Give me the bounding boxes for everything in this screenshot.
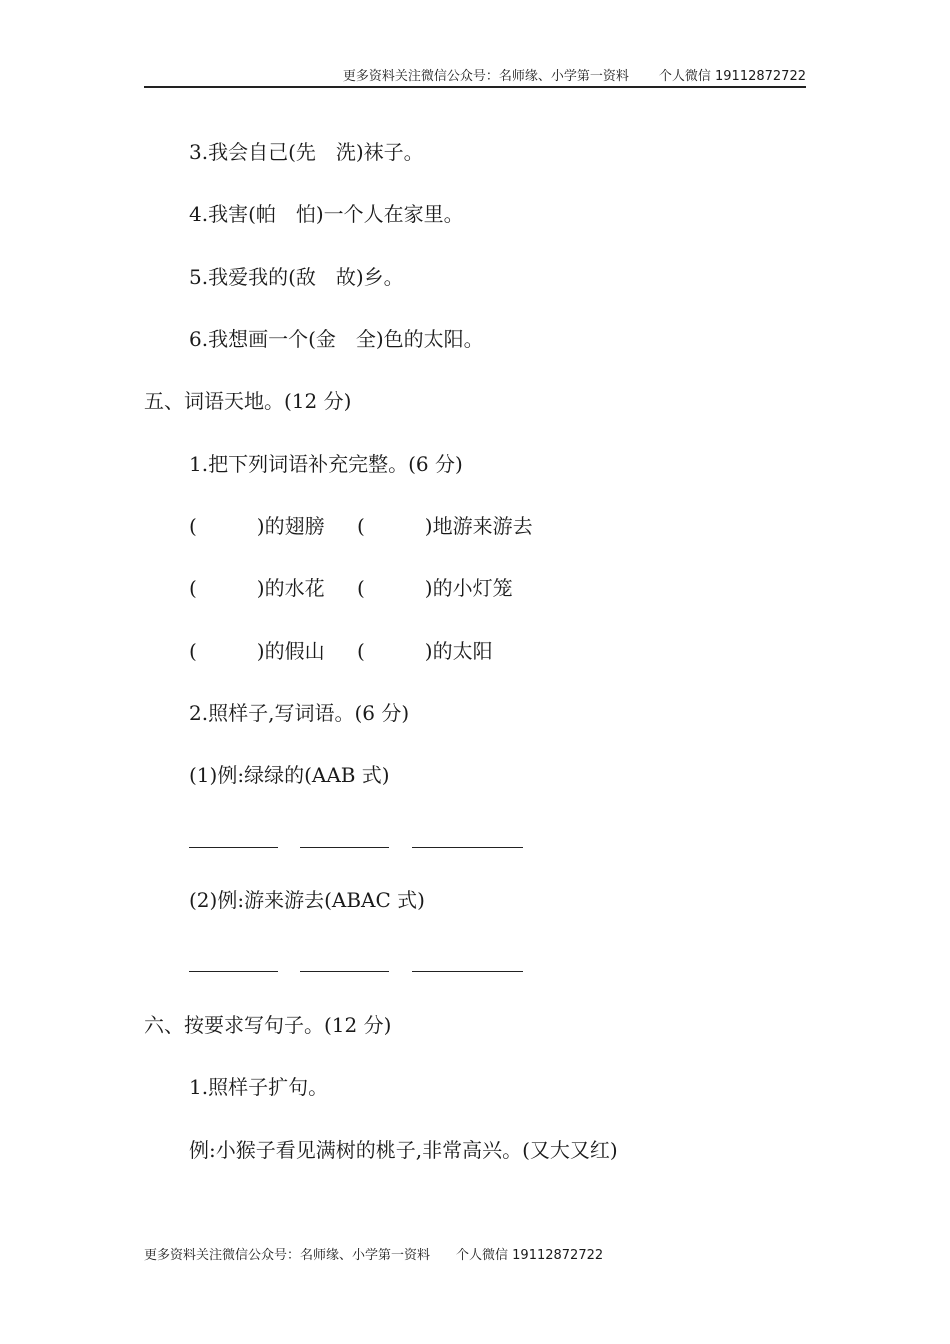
- fill-row-3-left: ( )的假山: [189, 639, 325, 663]
- answer-line[interactable]: [412, 971, 523, 972]
- page-header: [144, 68, 806, 88]
- answer-line[interactable]: [189, 971, 278, 972]
- fill-row-3-right: ( )的太阳: [357, 639, 493, 663]
- header-right-text: 个人微信 19112872722: [658, 69, 806, 84]
- item-4: 4.我害(帕 怕)一个人在家里。: [189, 202, 464, 226]
- page-footer: [144, 1247, 603, 1265]
- fill-row-1-left: ( )的翅膀: [189, 514, 325, 538]
- answer-line[interactable]: [189, 847, 278, 848]
- section-5-title: 五、词语天地。(12 分): [144, 389, 352, 413]
- section-5-q2-b: (2)例:游来游去(ABAC 式): [189, 888, 425, 912]
- fill-row-2-left: ( )的水花: [189, 576, 325, 600]
- answer-line[interactable]: [300, 847, 389, 848]
- footer-left-text: 更多资料关注微信公众号：名师缘、小学第一资料: [144, 1248, 431, 1263]
- section-6-example: 例:小猴子看见满树的桃子,非常高兴。(又大又红): [189, 1138, 618, 1162]
- section-6-title: 六、按要求写句子。(12 分): [144, 1013, 392, 1037]
- answer-line[interactable]: [412, 847, 523, 848]
- fill-row-1-right: ( )地游来游去: [357, 514, 533, 538]
- item-6: 6.我想画一个(金 全)色的太阳。: [189, 327, 484, 351]
- header-left-text: 更多资料关注微信公众号：名师缘、小学第一资料: [342, 69, 629, 84]
- section-5-q1: 1.把下列词语补充完整。(6 分): [189, 452, 463, 476]
- section-5-q2: 2.照样子,写词语。(6 分): [189, 701, 410, 725]
- answer-line[interactable]: [300, 971, 389, 972]
- item-3: 3.我会自己(先 洗)袜子。: [189, 140, 424, 164]
- section-5-q2-a: (1)例:绿绿的(AAB 式): [189, 763, 390, 787]
- footer-right-text: 个人微信 19112872722: [456, 1248, 604, 1263]
- fill-row-2-right: ( )的小灯笼: [357, 576, 513, 600]
- item-5: 5.我爱我的(敌 故)乡。: [189, 265, 404, 289]
- section-6-q1: 1.照样子扩句。: [189, 1075, 329, 1099]
